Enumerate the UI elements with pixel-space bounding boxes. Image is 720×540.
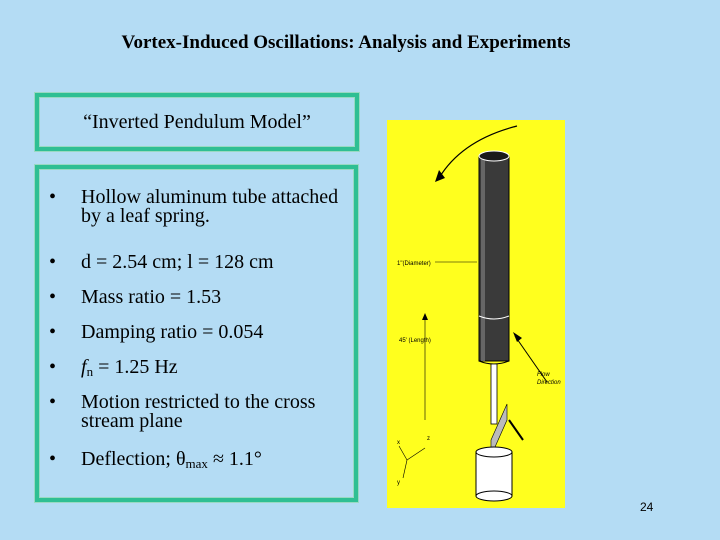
diameter-label: 1"(Diameter): [397, 261, 431, 267]
bullet-item-dimensions: [49, 253, 349, 272]
bullet-text: [81, 450, 349, 470]
flow-label-2: Direction: [537, 380, 561, 386]
length-label: 45' (Length): [399, 338, 431, 344]
leaf-spring: [491, 364, 497, 424]
base-cylinder: [476, 452, 512, 496]
bullet-item-mass-ratio: [49, 288, 349, 307]
bullet-item-tube: [49, 188, 349, 226]
tube-top: [479, 151, 509, 161]
axis-z-label: z: [427, 436, 430, 442]
axis-y-label: y: [397, 480, 400, 486]
base-bottom: [476, 491, 512, 501]
bullet-dot: •: [49, 251, 57, 273]
flow-arrowhead: [513, 332, 522, 342]
bullet-text: Hollow aluminum tube attached by a leaf spring.: [81, 186, 339, 227]
bullet-text: Mass ratio = 1.53: [81, 286, 222, 308]
base-top: [476, 447, 512, 457]
bullet-dot: •: [49, 286, 57, 308]
slide-title: Vortex-Induced Oscillations: Analysis and Experiments: [121, 32, 571, 53]
bullet-text: Motion restricted to the cross stream plane: [81, 391, 316, 432]
length-arrowhead: [422, 313, 428, 320]
bullet-item-deflection: [49, 450, 349, 470]
bullet-text: [81, 358, 349, 378]
model-title-box: [35, 93, 359, 151]
axis-z-line: [407, 448, 425, 460]
spring-tab: [509, 420, 523, 440]
deflection-label: Deflection; θ: [81, 448, 186, 470]
page-number: 24: [640, 500, 654, 514]
bullet-dot: •: [49, 448, 57, 470]
bullet-dot: •: [49, 356, 57, 378]
axis-y-line: [403, 460, 407, 478]
bullet-item-natural-frequency: [49, 358, 349, 378]
model-title: “Inverted Pendulum Model”: [83, 111, 311, 133]
bullet-dot: •: [49, 391, 57, 413]
pendulum-figure: [387, 120, 565, 508]
axis-x-label: x: [397, 440, 400, 446]
bullet-list-box: [35, 165, 358, 502]
frequency-value: = 1.25 Hz: [93, 356, 178, 378]
pendulum-drawing: [387, 120, 565, 508]
bullet-item-damping-ratio: [49, 323, 349, 342]
bullet-text: Damping ratio = 0.054: [81, 321, 264, 343]
deflection-subscript: max: [185, 456, 208, 471]
bullet-text: d = 2.54 cm; l = 128 cm: [81, 251, 274, 273]
bullet-item-motion: [49, 393, 349, 431]
flow-label-1: Flow: [537, 372, 550, 378]
frequency-subscript: n: [86, 364, 94, 379]
bullet-dot: •: [49, 186, 57, 208]
tube-highlight: [481, 156, 485, 361]
frequency-symbol: f: [81, 356, 87, 378]
axis-x-line: [399, 446, 407, 460]
deflection-value: ≈ 1.1°: [207, 448, 262, 470]
bullet-dot: •: [49, 321, 57, 343]
